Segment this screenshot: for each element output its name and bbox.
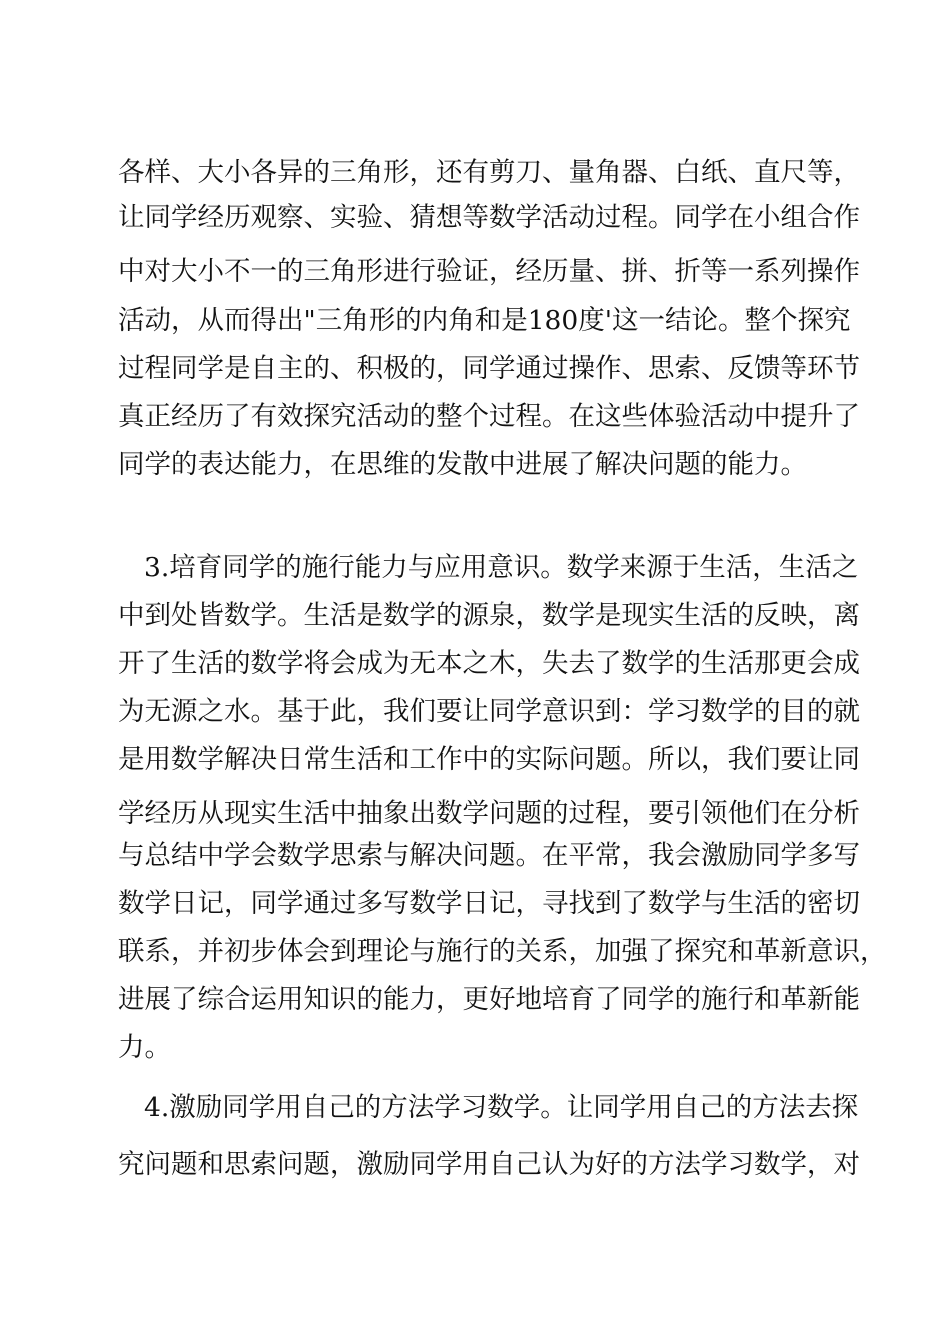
paragraph-1-line-5: 过程同学是自主的、积极的，同学通过操作、思索、反馈等环节 xyxy=(118,353,860,384)
paragraph-2-line-11: 力。 xyxy=(118,1032,171,1063)
paragraph-1-line-1: 各样、大小各异的三角形，还有剪刀、量角器、白纸、直尺等， xyxy=(118,157,860,188)
paragraph-1-line-3: 中对大小不一的三角形进行验证，经历量、拼、折等一系列操作 xyxy=(118,256,860,287)
paragraph-2-line-4: 为无源之水。基于此，我们要让同学意识到：学习数学的目的就 xyxy=(118,696,860,727)
paragraph-1-line-6: 真正经历了有效探究活动的整个过程。在这些体验活动中提升了 xyxy=(118,401,860,432)
paragraph-2-line-7: 与总结中学会数学思索与解决问题。在平常，我会激励同学多写 xyxy=(118,840,860,871)
paragraph-2-line-5: 是用数学解决日常生活和工作中的实际问题。所以，我们要让同 xyxy=(118,744,860,775)
paragraph-2-line-10: 进展了综合运用知识的能力，更好地培育了同学的施行和革新能 xyxy=(118,984,860,1015)
paragraph-2-line-2: 中到处皆数学。生活是数学的源泉，数学是现实生活的反映，离 xyxy=(118,600,860,631)
paragraph-3-line-1: 4.激励同学用自己的方法学习数学。让同学用自己的方法去探 xyxy=(144,1092,859,1123)
paragraph-2-line-3: 开了生活的数学将会成为无本之木，失去了数学的生活那更会成 xyxy=(118,648,860,679)
paragraph-1-line-4: 活动，从而得出"三角形的内角和是180度'这一结论。整个探究 xyxy=(118,305,851,336)
paragraph-2-line-1: 3.培育同学的施行能力与应用意识。数学来源于生活，生活之 xyxy=(144,552,859,583)
paragraph-3-line-2: 究问题和思索问题，激励同学用自己认为好的方法学习数学，对 xyxy=(118,1149,860,1180)
paragraph-1-line-7: 同学的表达能力，在思维的发散中进展了解决问题的能力。 xyxy=(118,449,807,480)
paragraph-2-line-8: 数学日记，同学通过多写数学日记，寻找到了数学与生活的密切 xyxy=(118,888,860,919)
paragraph-2-line-9: 联系，并初步体会到理论与施行的关系，加强了探究和革新意识， xyxy=(118,936,887,967)
paragraph-2-line-6: 学经历从现实生活中抽象出数学问题的过程，要引领他们在分析 xyxy=(118,798,860,829)
paragraph-1-line-2: 让同学经历观察、实验、猜想等数学活动过程。同学在小组合作 xyxy=(118,202,860,233)
